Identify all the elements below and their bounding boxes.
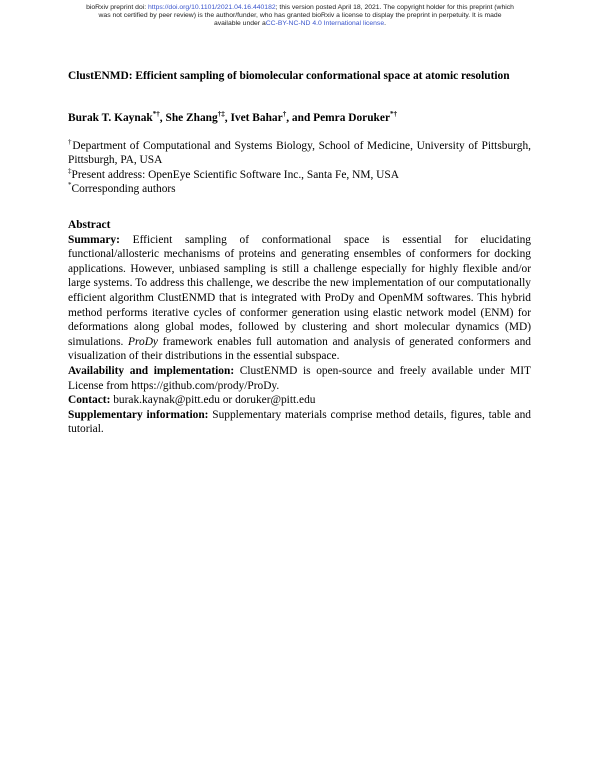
author-1: Burak T. Kaynak*†, (68, 110, 166, 124)
author-3-affiliation-marks: † (282, 110, 287, 119)
summary-label: Summary: (68, 233, 120, 246)
author-1-affiliation-marks: *† (152, 110, 160, 119)
affiliation-present-address: ‡Present address: OpenEye Scientific Software Inc., Santa Fe, NM, USA (68, 166, 399, 181)
author-4: Pemra Doruker*† (313, 110, 398, 124)
stamp-line-2: was not certified by peer review) is the author/funder, who has granted bioRxiv a license to display the preprint in perpetuity. It is made (98, 12, 502, 19)
prody-italic: ProDy (128, 335, 158, 348)
affiliation-block (68, 139, 531, 197)
paper-title: ClustENMD: Efficient sampling of biomolecular conformational space at atomic resolution (68, 70, 510, 82)
doi-link[interactable]: https://doi.org/10.1101/2021.04.16.440182 (148, 4, 276, 11)
stamp-version-text: ; this version posted April 18, 2021. The copyright holder for this preprint (which (275, 4, 514, 11)
stamp-doi-prefix: bioRxiv preprint doi: (86, 4, 149, 11)
stamp-line-1 (0, 4, 600, 12)
abstract-summary-paragraph: Summary: Efficient sampling of conformational space is essential for elucidating functional/allosteric mechanisms of proteins and generating ensembles of conformers for docking applications. However, unbiased sampling is still a challenge especially for highly flexible and/or large systems. To address this challenge, we describe the new implementation of our computationally efficient algorithm ClustENMD that is integrated with ProDy and OpenMM softwares. This hybrid method performs iterative cycles of conformer generation using elastic network model (ENM) for deformations along global modes, followed by clustering and short molecular dynamics (MD) simulations. ProDy framework enables full automation and analysis of generated conformers and visualization of their distributions in the essential subspace. (68, 233, 531, 363)
license-link[interactable]: CC-BY-NC-ND 4.0 International license (265, 20, 385, 27)
author-4-affiliation-marks: *† (390, 110, 398, 119)
affiliation-marker-asterisk: * (68, 181, 72, 190)
contact-paragraph: Contact: burak.kaynak@pitt.edu or doruker@pitt.edu (68, 394, 316, 407)
author-2-affiliation-marks: †‡ (217, 110, 225, 119)
contact-label: Contact: (68, 394, 111, 407)
stamp-line-3 (0, 20, 600, 28)
stamp-license-period: . (384, 20, 387, 27)
availability-paragraph: Availability and implementation: ClustENMD is open-source and freely available under MIT License from https://github.com/prody/ProDy. (68, 364, 532, 392)
author-2: She Zhang†‡, (165, 110, 231, 124)
stamp-license-prefix: available under a (213, 20, 266, 27)
availability-label: Availability and implementation: (68, 364, 235, 377)
supplementary-paragraph: Supplementary information: Supplementary materials comprise method details, figures, table and tutorial. (68, 408, 531, 436)
affiliation-department: †Department of Computational and Systems Biology, School of Medicine, University of Pittsburgh, Pittsburgh, PA, USA (68, 137, 531, 167)
manuscript-content (68, 69, 531, 437)
affiliation-marker-double-dagger: ‡ (68, 166, 72, 175)
affiliation-marker-dagger: † (68, 137, 73, 146)
affiliation-corresponding: *Corresponding authors (68, 181, 176, 196)
supplementary-label: Supplementary information: (68, 408, 209, 421)
abstract-heading: Abstract (68, 218, 111, 231)
biorxiv-stamp (0, 4, 600, 28)
author-3: Ivet Bahar†, and (230, 110, 314, 124)
author-line (68, 111, 531, 126)
